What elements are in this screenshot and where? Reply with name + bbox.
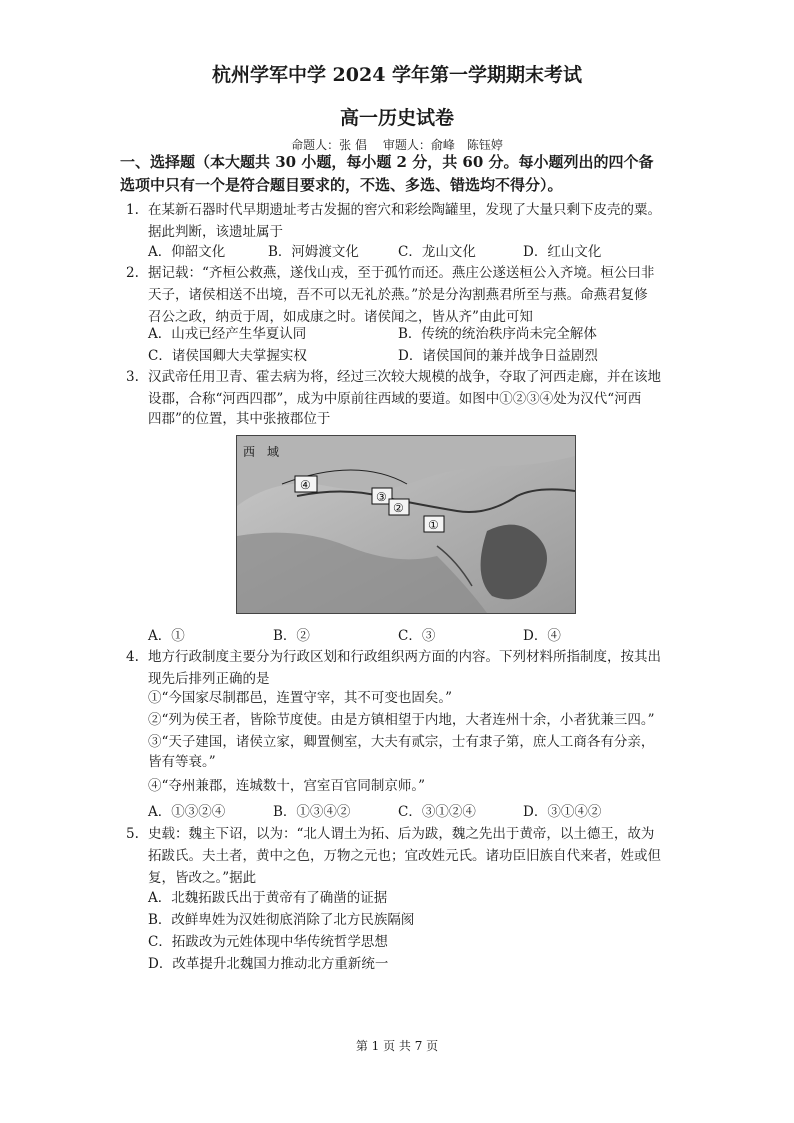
- option-row: [148, 800, 688, 820]
- marker-label: ④: [300, 478, 311, 492]
- question-text: 拓跋氏。夫土者，黄中之色，万物之元也；宜改姓元氏。诸功臣旧族自代来者，姓或但: [148, 848, 661, 864]
- map-graphic: [237, 436, 575, 613]
- option: D．诸侯国间的兼并战争日益剧烈: [398, 348, 598, 364]
- option: D．改革提升北魏国力推动北方重新统一: [148, 956, 389, 972]
- option-row: [148, 322, 688, 342]
- question-text: 汉武帝任用卫青、霍去病为将，经过三次较大规模的战争，夺取了河西走廊，并在该地: [148, 369, 661, 385]
- question-number: 3.: [126, 369, 139, 385]
- question-text: 据此判断，该遗址属于: [148, 224, 283, 240]
- exam-subtitle: 高一历史试卷: [339, 107, 454, 129]
- marker-4: [295, 476, 317, 492]
- question-text: 复，皆改之。”据此: [148, 870, 257, 886]
- material-text: ①“今国家尽制郡邑，连置守宰，其不可变也固矣。”: [148, 690, 453, 706]
- option: C．③①②④: [398, 804, 476, 820]
- question-text: 据记载：“齐桓公救燕，遂伐山戎，至于孤竹而还。燕庄公遂送桓公入齐境。桓公曰非: [148, 265, 655, 281]
- marker-label: ①: [428, 518, 439, 532]
- map-region-label: 西 域: [243, 445, 280, 459]
- section-heading: [120, 151, 690, 197]
- option: D．③①④②: [523, 804, 602, 820]
- option: C．龙山文化: [398, 244, 476, 260]
- option: D．④: [523, 628, 561, 644]
- option: B．改鲜卑姓为汉姓彻底消除了北方民族隔阂: [148, 912, 415, 928]
- question-number: 5.: [126, 826, 139, 842]
- marker-label: ②: [393, 501, 404, 515]
- option: B．河姆渡文化: [268, 244, 359, 260]
- option: A．仰韶文化: [148, 244, 226, 260]
- material-text: ②“列为侯王者，皆除节度使。由是方镇相望于内地，大者连州十余，小者犹兼三四。”: [148, 712, 655, 728]
- option-row: [148, 344, 688, 364]
- author-label: 命题人：张 倡: [291, 138, 367, 152]
- section-line: 选项中只有一个是符合题目要求的，不选、多选、错选均不得分）。: [120, 176, 563, 194]
- question-text: 天子，诸侯相送不出境，吾不可以无礼於燕。”於是分沟割燕君所至与燕。命燕君复修: [148, 287, 648, 303]
- option-row: [148, 240, 688, 260]
- question-text: 地方行政制度主要分为行政区划和行政组织两方面的内容。下列材料所指制度，按其出: [148, 649, 661, 665]
- material-text: ④“夺州兼郡，连城数十，宫室百官同制京师。”: [148, 778, 426, 794]
- section-line: 一、选择题（本大题共 30 小题，每小题 2 分，共 60 分。每小题列出的四个备: [120, 153, 654, 171]
- question-text: 史载：魏主下诏，以为：“北人谓土为拓、后为跋，魏之先出于黄帝，以土德王，故为: [148, 826, 655, 842]
- option: A．山戎已经产生华夏认同: [148, 326, 307, 342]
- option: C．③: [398, 628, 436, 644]
- marker-1: [424, 516, 444, 532]
- material-text: ③“天子建国，诸侯立家，卿置侧室，大夫有贰宗，士有隶子第，庶人工商各有分亲，: [148, 734, 655, 750]
- question-text: 在某新石器时代早期遗址考古发掘的窖穴和彩绘陶罐里，发现了大量只剩下皮壳的粟。: [148, 202, 661, 218]
- exam-title: 杭州学军中学 2024 学年第一学期期末考试: [211, 64, 583, 86]
- question-number: 2.: [126, 265, 139, 281]
- marker-2: [389, 499, 409, 515]
- material-text: 皆有等衰。”: [148, 754, 216, 770]
- option: C．拓跋改为元姓体现中华传统哲学思想: [148, 934, 388, 950]
- reviewer-label: 审题人：俞峰 陈钰婷: [382, 138, 503, 152]
- hexi-map: [236, 435, 576, 614]
- question-text: 现先后排列正确的是: [148, 671, 270, 687]
- question-number: 1.: [126, 202, 139, 218]
- option: A．①: [148, 628, 185, 644]
- option: A．①③②④: [148, 804, 226, 820]
- page-footer: 第 1 页 共 7 页: [355, 1039, 439, 1053]
- option: B．①③④②: [273, 804, 351, 820]
- option: C．诸侯国卿大夫掌握实权: [148, 348, 307, 364]
- question-text: 召公之政，纳贡于周，如成康之时。诸侯闻之，皆从齐”由此可知: [148, 309, 533, 325]
- option: B．②: [273, 628, 310, 644]
- question-number: 4.: [126, 649, 139, 665]
- option: A．北魏拓跋氏出于黄帝有了确凿的证据: [148, 890, 388, 906]
- marker-label: ③: [376, 490, 387, 504]
- option-row: [148, 624, 688, 644]
- question-text: 设郡，合称“河西四郡”，成为中原前往西域的要道。如图中①②③④处为汉代“河西: [148, 391, 642, 407]
- option: D．红山文化: [523, 244, 602, 260]
- question-text: 四郡”的位置，其中张掖郡位于: [148, 411, 331, 427]
- option: B．传统的统治秩序尚未完全解体: [398, 326, 597, 342]
